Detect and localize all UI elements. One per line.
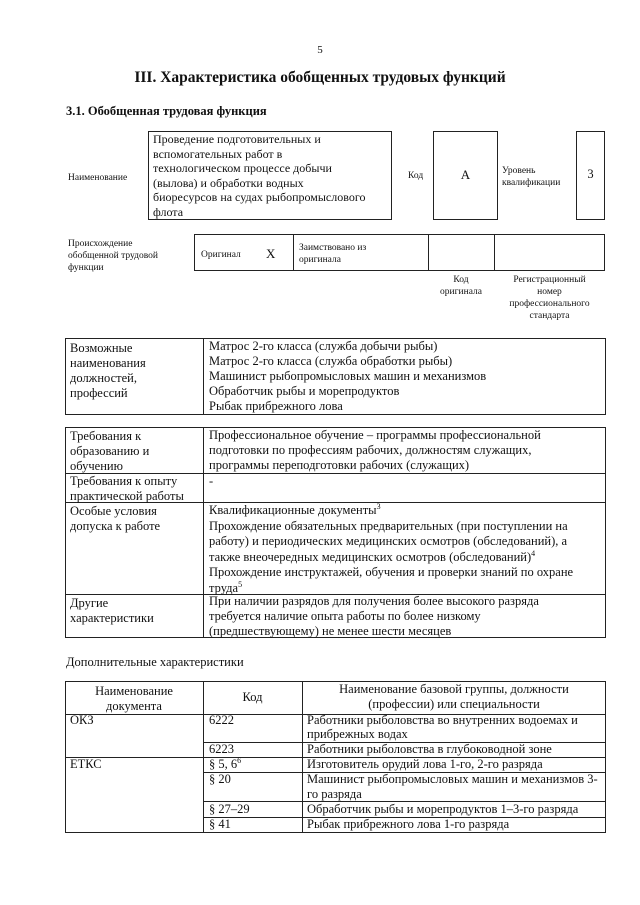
- subsection-title: 3.1. Обобщенная трудовая функция: [66, 104, 267, 118]
- footnote-ref: 5: [238, 579, 243, 589]
- list-item: Машинист рыбопромысловых машин и механизмов: [209, 369, 487, 383]
- function-name: Проведение подготовительных и вспомогательных работ в технологическом процессе добычи (вылова) и обработки водных биоресурсов на судах рыбопромыслового флота: [153, 132, 366, 219]
- level-value: 3: [587, 167, 594, 181]
- code-value: A: [460, 167, 471, 182]
- table-row-name: Рыбак прибрежного лова 1-го разряда: [307, 817, 510, 831]
- table-row-name: Обработчик рыбы и морепродуктов 1–3-го разряда: [307, 802, 579, 816]
- reg-number-label: Регистрационный номер профессионального стандарта: [509, 275, 590, 321]
- borrowed-label: Заимствовано из оригинала: [299, 243, 367, 265]
- table-row-name: Машинист рыбопромысловых машин и механизмов 3- го разряда: [307, 772, 598, 801]
- list-item: Матрос 2-го класса (служба добычи рыбы): [209, 339, 438, 353]
- origin-label: Происхождение обобщенной трудовой функции: [68, 239, 158, 273]
- table-row-code: § 5, $6^6$: [209, 756, 242, 771]
- education-label: Требования к образованию и обучению: [70, 429, 150, 473]
- other-value: При наличии разрядов для получения более высокого разряда требуется наличие опыта работы по более низкому (предшествующему) не менее шести месяцев: [209, 594, 539, 638]
- special-conditions: Квалификационные документы$^3$ Прохождение обязательных предварительных (при поступлении на работу) и периодических медицинских осмотров (обследований), а также внеочередных медицинских осмотров (обследований)$^4$ Прохождение инструктажей, обучения и проверки знаний по охране труда$^5$: [209, 502, 574, 595]
- col-header-name: Наименование базовой группы, должности (профессии) или специальности: [339, 682, 569, 711]
- table-row-code: 6222: [209, 713, 234, 727]
- list-item: Рыбак прибрежного лова: [209, 399, 343, 413]
- additional-title: Дополнительные характеристики: [66, 655, 244, 669]
- positions-label: Возможные наименования должностей, профессий: [70, 341, 146, 400]
- table-row-code: § 20: [209, 772, 231, 786]
- original-label: Оригинал: [201, 250, 241, 260]
- experience-label: Требования к опыту практической работы: [70, 474, 184, 503]
- level-label: Уровень квалификации: [502, 166, 561, 188]
- list-item: Матрос 2-го класса (служба обработки рыбы): [209, 354, 453, 368]
- positions-list: [209, 339, 486, 414]
- table-row-code: § 27–29: [209, 802, 250, 816]
- table-row-name: Изготовитель орудий лова 1-го, 2-го разряда: [307, 757, 543, 771]
- footnote-ref: 6: [237, 756, 242, 765]
- col-header-document: Наименование документа: [95, 684, 173, 713]
- footnote-ref: 3: [376, 502, 381, 511]
- code-label: Код: [408, 171, 424, 181]
- other-label: Другие характеристики: [70, 596, 154, 625]
- table-row-name: Работники рыболовства в глубоководной зоне: [307, 742, 552, 756]
- code-original-label: Код оригинала: [440, 275, 482, 297]
- education-value: Профессиональное обучение – программы профессиональной подготовки по профессиям рабочих, должностям служащих, программы переподготовки рабочих (служащих): [209, 428, 541, 472]
- special-label: Особые условия допуска к работе: [70, 504, 161, 533]
- experience-value: -: [209, 474, 214, 488]
- doc-okz: ОКЗ: [70, 713, 94, 727]
- page-number: 5: [317, 44, 323, 56]
- list-item: Обработчик рыбы и морепродуктов: [209, 384, 400, 398]
- doc-etks: ЕТКС: [70, 757, 102, 771]
- origin-table: [194, 234, 605, 271]
- table-row-code: 6223: [209, 742, 234, 756]
- name-label: Наименование: [68, 173, 128, 183]
- col-header-code: Код: [242, 690, 263, 704]
- table-row-name: Работники рыболовства во внутренних водоемах и прибрежных водах: [307, 713, 578, 741]
- table-row-code: § 41: [209, 817, 231, 831]
- footnote-ref: 4: [531, 548, 536, 558]
- section-title: III. Характеристика обобщенных трудовых функций: [134, 69, 506, 86]
- original-mark: X: [266, 246, 276, 261]
